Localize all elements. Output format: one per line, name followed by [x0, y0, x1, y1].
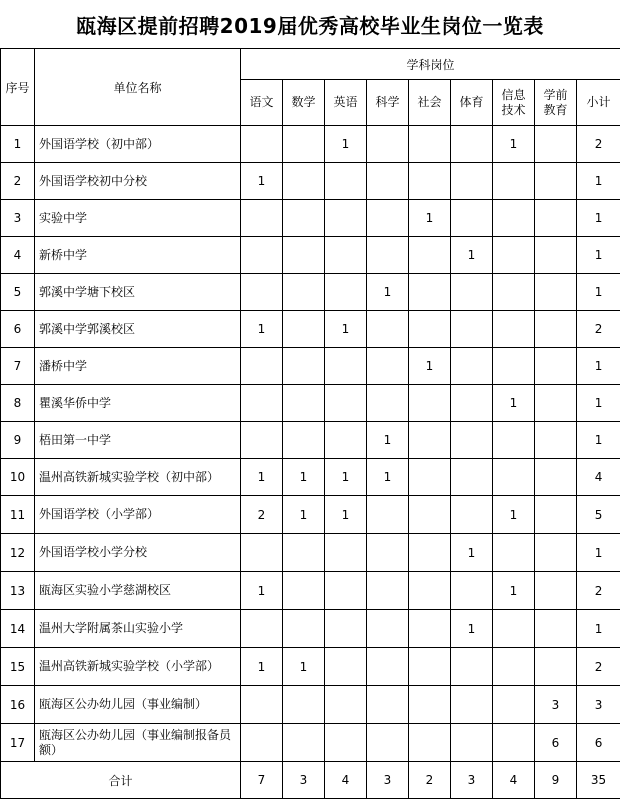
- row-unit-name: 瞿溪华侨中学: [35, 385, 241, 422]
- row-count: 1: [493, 126, 535, 163]
- row-count: [451, 163, 493, 200]
- row-index: 2: [1, 163, 35, 200]
- row-count: [535, 648, 577, 686]
- row-count: [451, 126, 493, 163]
- row-count: [367, 237, 409, 274]
- row-subtotal: 5: [577, 496, 620, 534]
- row-count: [535, 237, 577, 274]
- total-label: 合计: [1, 762, 241, 799]
- row-count: [493, 200, 535, 237]
- row-count: 1: [325, 126, 367, 163]
- row-count: 6: [535, 724, 577, 762]
- row-count: [283, 610, 325, 648]
- row-count: [409, 686, 451, 724]
- row-subtotal: 1: [577, 534, 620, 572]
- row-count: [493, 274, 535, 311]
- row-subtotal: 1: [577, 422, 620, 459]
- row-count: 1: [493, 496, 535, 534]
- row-subtotal: 1: [577, 163, 620, 200]
- row-count: [535, 459, 577, 496]
- row-count: [493, 648, 535, 686]
- row-count: [241, 724, 283, 762]
- row-count: [451, 385, 493, 422]
- row-count: 1: [241, 459, 283, 496]
- row-subtotal: 1: [577, 274, 620, 311]
- header-subject-chinese: 语文: [241, 80, 283, 126]
- header-subject-it: 信息技术: [493, 80, 535, 126]
- row-count: [451, 200, 493, 237]
- row-count: 1: [241, 163, 283, 200]
- row-count: [325, 686, 367, 724]
- row-index: 5: [1, 274, 35, 311]
- row-unit-name: 瓯海区公办幼儿园（事业编制报备员额）: [35, 724, 241, 762]
- row-count: [409, 648, 451, 686]
- table-row: [1, 496, 620, 534]
- row-count: [409, 459, 451, 496]
- row-subtotal: 1: [577, 237, 620, 274]
- row-count: [241, 274, 283, 311]
- row-index: 6: [1, 311, 35, 348]
- row-count: [325, 724, 367, 762]
- table-row: [1, 610, 620, 648]
- header-index: 序号: [1, 49, 35, 126]
- row-subtotal: 3: [577, 686, 620, 724]
- row-count: [535, 274, 577, 311]
- header-subject-math: 数学: [283, 80, 325, 126]
- row-count: 1: [367, 274, 409, 311]
- row-count: [367, 610, 409, 648]
- row-index: 3: [1, 200, 35, 237]
- header-subject-science: 科学: [367, 80, 409, 126]
- row-count: [535, 311, 577, 348]
- row-count: [283, 534, 325, 572]
- total-count: 4: [325, 762, 367, 799]
- table-row: [1, 126, 620, 163]
- row-count: [283, 237, 325, 274]
- row-count: [493, 610, 535, 648]
- row-count: [535, 422, 577, 459]
- row-unit-name: 外国语学校（小学部）: [35, 496, 241, 534]
- total-count: 4: [493, 762, 535, 799]
- row-count: [493, 534, 535, 572]
- row-count: [493, 686, 535, 724]
- row-unit-name: 郭溪中学郭溪校区: [35, 311, 241, 348]
- row-count: [409, 610, 451, 648]
- row-count: 1: [283, 648, 325, 686]
- table-row: [1, 686, 620, 724]
- table-row: [1, 534, 620, 572]
- row-count: [283, 274, 325, 311]
- row-count: 1: [283, 459, 325, 496]
- row-count: [283, 572, 325, 610]
- row-count: 1: [493, 385, 535, 422]
- row-subtotal: 2: [577, 311, 620, 348]
- row-count: 1: [325, 496, 367, 534]
- row-count: [241, 385, 283, 422]
- total-count: 2: [409, 762, 451, 799]
- row-count: [535, 534, 577, 572]
- row-count: [367, 126, 409, 163]
- row-count: [367, 311, 409, 348]
- row-count: 1: [241, 311, 283, 348]
- row-index: 10: [1, 459, 35, 496]
- total-count: 9: [535, 762, 577, 799]
- row-count: [367, 385, 409, 422]
- row-count: [451, 572, 493, 610]
- row-count: [367, 534, 409, 572]
- row-count: 1: [409, 200, 451, 237]
- row-index: 17: [1, 724, 35, 762]
- row-index: 15: [1, 648, 35, 686]
- row-count: [325, 348, 367, 385]
- row-count: [367, 648, 409, 686]
- row-count: [409, 496, 451, 534]
- row-count: [451, 648, 493, 686]
- row-index: 16: [1, 686, 35, 724]
- row-unit-name: 新桥中学: [35, 237, 241, 274]
- row-subtotal: 2: [577, 648, 620, 686]
- row-count: [367, 496, 409, 534]
- row-count: [283, 163, 325, 200]
- table-row: [1, 724, 620, 762]
- row-count: [241, 686, 283, 724]
- table-row: [1, 237, 620, 274]
- header-subject-subtotal: 小计: [577, 80, 620, 126]
- row-subtotal: 1: [577, 610, 620, 648]
- row-count: [409, 274, 451, 311]
- row-index: 11: [1, 496, 35, 534]
- row-count: [283, 422, 325, 459]
- table-row: [1, 572, 620, 610]
- row-unit-name: 外国语学校初中分校: [35, 163, 241, 200]
- row-count: [325, 163, 367, 200]
- row-count: [241, 610, 283, 648]
- row-count: [325, 274, 367, 311]
- row-count: [451, 459, 493, 496]
- total-grand: 35: [577, 762, 620, 799]
- row-count: [325, 200, 367, 237]
- row-count: 1: [493, 572, 535, 610]
- total-count: 3: [451, 762, 493, 799]
- row-count: 1: [451, 534, 493, 572]
- row-count: [367, 686, 409, 724]
- row-count: [535, 163, 577, 200]
- row-count: 1: [283, 496, 325, 534]
- row-count: [325, 422, 367, 459]
- row-unit-name: 外国语学校小学分校: [35, 534, 241, 572]
- row-unit-name: 温州高铁新城实验学校（小学部）: [35, 648, 241, 686]
- row-count: 1: [451, 237, 493, 274]
- row-count: [409, 572, 451, 610]
- row-count: 1: [325, 311, 367, 348]
- header-subject-social: 社会: [409, 80, 451, 126]
- row-count: 1: [241, 572, 283, 610]
- row-count: [493, 422, 535, 459]
- row-count: [409, 385, 451, 422]
- header-row-group: [1, 49, 620, 80]
- table-row: [1, 274, 620, 311]
- row-count: [241, 348, 283, 385]
- row-subtotal: 1: [577, 385, 620, 422]
- row-count: [241, 237, 283, 274]
- row-count: [367, 348, 409, 385]
- row-count: [535, 200, 577, 237]
- row-count: [409, 724, 451, 762]
- row-index: 13: [1, 572, 35, 610]
- positions-table: [0, 48, 620, 799]
- row-count: [367, 724, 409, 762]
- row-count: [325, 572, 367, 610]
- row-count: [535, 572, 577, 610]
- row-count: [409, 311, 451, 348]
- row-count: [283, 348, 325, 385]
- page-title: 瓯海区提前招聘2019届优秀高校毕业生岗位一览表: [0, 0, 620, 48]
- table-row: [1, 348, 620, 385]
- row-count: [451, 686, 493, 724]
- row-count: [325, 648, 367, 686]
- row-subtotal: 2: [577, 126, 620, 163]
- row-count: [325, 237, 367, 274]
- row-count: [535, 348, 577, 385]
- row-count: [493, 348, 535, 385]
- row-count: [283, 724, 325, 762]
- row-count: 1: [451, 610, 493, 648]
- row-count: [451, 422, 493, 459]
- header-subject-pe: 体育: [451, 80, 493, 126]
- row-count: 1: [325, 459, 367, 496]
- table-row: [1, 163, 620, 200]
- row-count: [409, 163, 451, 200]
- row-index: 1: [1, 126, 35, 163]
- table-row: [1, 385, 620, 422]
- row-count: 1: [367, 459, 409, 496]
- row-count: [493, 237, 535, 274]
- total-count: 3: [367, 762, 409, 799]
- row-count: [325, 385, 367, 422]
- table-row: [1, 648, 620, 686]
- row-count: 1: [367, 422, 409, 459]
- row-count: [283, 126, 325, 163]
- row-index: 8: [1, 385, 35, 422]
- row-unit-name: 实验中学: [35, 200, 241, 237]
- row-subtotal: 2: [577, 572, 620, 610]
- row-count: [367, 163, 409, 200]
- row-count: [241, 534, 283, 572]
- row-count: [283, 311, 325, 348]
- table-row: [1, 311, 620, 348]
- row-count: [241, 126, 283, 163]
- row-index: 7: [1, 348, 35, 385]
- table-row: [1, 422, 620, 459]
- total-count: 7: [241, 762, 283, 799]
- row-count: [451, 274, 493, 311]
- row-count: [535, 385, 577, 422]
- row-unit-name: 潘桥中学: [35, 348, 241, 385]
- header-unit-name: 单位名称: [35, 49, 241, 126]
- row-index: 4: [1, 237, 35, 274]
- row-count: [535, 126, 577, 163]
- row-unit-name: 外国语学校（初中部）: [35, 126, 241, 163]
- row-count: [409, 422, 451, 459]
- row-unit-name: 梧田第一中学: [35, 422, 241, 459]
- row-count: [283, 200, 325, 237]
- row-index: 14: [1, 610, 35, 648]
- header-subject-preschool: 学前教育: [535, 80, 577, 126]
- row-count: 1: [241, 648, 283, 686]
- total-count: 3: [283, 762, 325, 799]
- row-subtotal: 6: [577, 724, 620, 762]
- row-count: [367, 572, 409, 610]
- row-count: [241, 200, 283, 237]
- row-count: [283, 686, 325, 724]
- row-count: [451, 496, 493, 534]
- row-subtotal: 1: [577, 200, 620, 237]
- row-index: 9: [1, 422, 35, 459]
- row-count: [493, 724, 535, 762]
- row-count: [451, 348, 493, 385]
- row-unit-name: 温州高铁新城实验学校（初中部）: [35, 459, 241, 496]
- row-count: [535, 496, 577, 534]
- row-count: [451, 311, 493, 348]
- table-row: [1, 200, 620, 237]
- row-count: [241, 422, 283, 459]
- row-count: [493, 163, 535, 200]
- row-unit-name: 瓯海区公办幼儿园（事业编制）: [35, 686, 241, 724]
- row-count: [535, 610, 577, 648]
- row-count: [493, 459, 535, 496]
- row-count: [367, 200, 409, 237]
- row-count: [325, 610, 367, 648]
- header-subject-english: 英语: [325, 80, 367, 126]
- row-index: 12: [1, 534, 35, 572]
- row-unit-name: 温州大学附属茶山实验小学: [35, 610, 241, 648]
- row-count: [283, 385, 325, 422]
- row-subtotal: 4: [577, 459, 620, 496]
- row-unit-name: 郭溪中学塘下校区: [35, 274, 241, 311]
- row-count: [409, 534, 451, 572]
- row-count: [493, 311, 535, 348]
- row-count: [409, 237, 451, 274]
- row-count: 1: [409, 348, 451, 385]
- row-subtotal: 1: [577, 348, 620, 385]
- row-unit-name: 瓯海区实验小学慈湖校区: [35, 572, 241, 610]
- table-row: [1, 459, 620, 496]
- row-count: [325, 534, 367, 572]
- row-count: 3: [535, 686, 577, 724]
- row-count: [451, 724, 493, 762]
- header-subject-group: 学科岗位: [241, 49, 620, 80]
- row-count: 2: [241, 496, 283, 534]
- row-count: [409, 126, 451, 163]
